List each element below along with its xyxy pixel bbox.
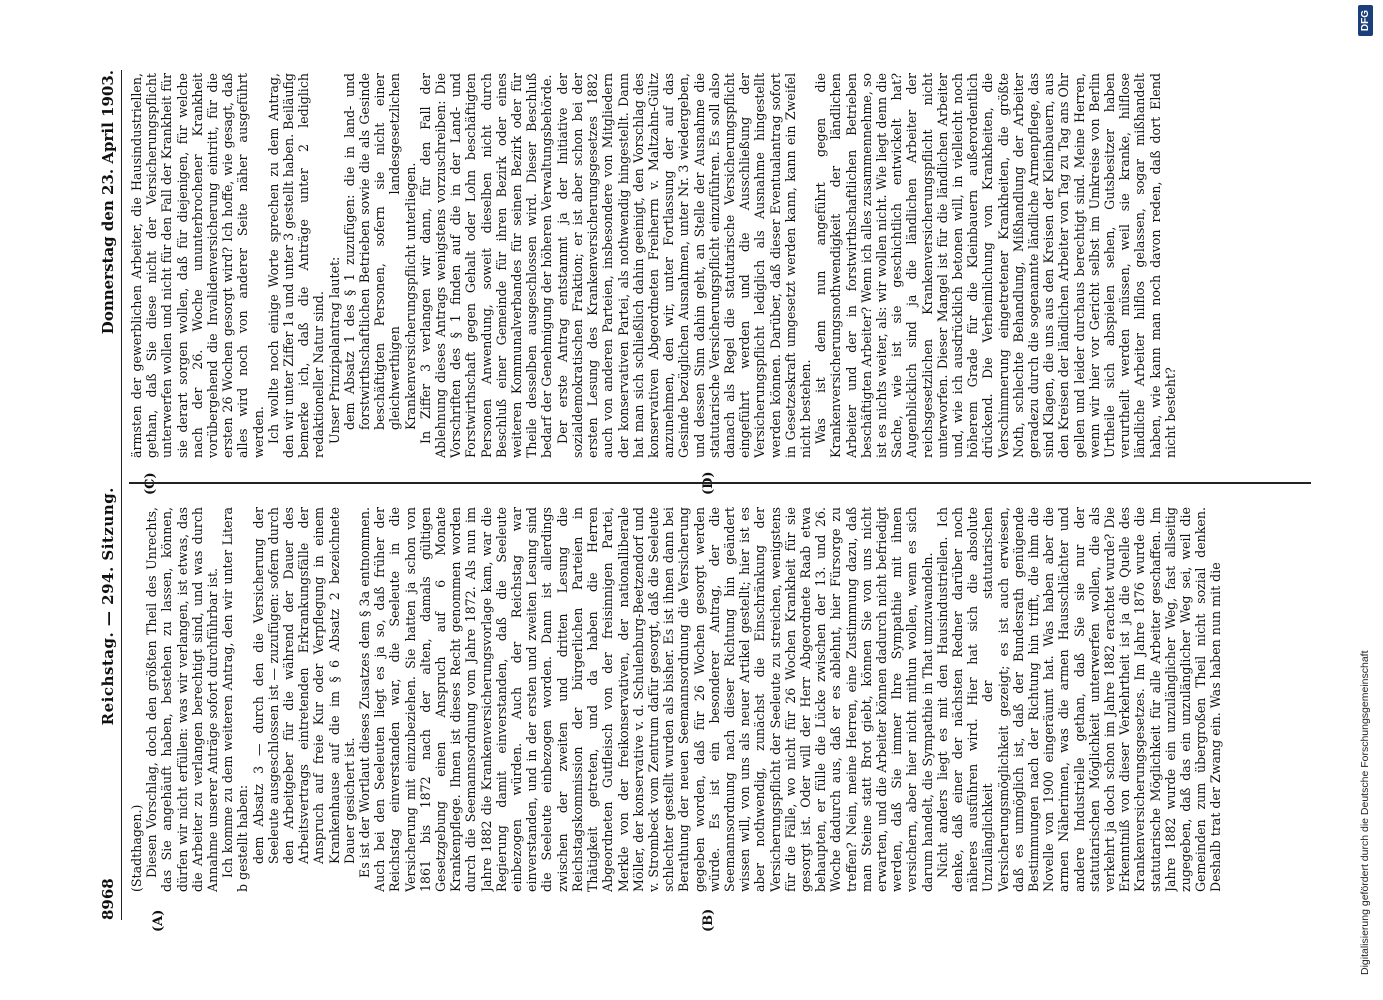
paragraph: Was ist denn nun angeführt gegen die Krankenversicherungsnothwendigkeit der ländlichen Arbeiter und der in forstwirthschaftlichen Betrieben beschäftigten Arbeiter? Wenn ich alles zusammennehme, so ist es nichts weiter, als: wir wollen nicht. Wie liegt denn die Sache, wie ist sie geschichtlich entwickelt hat? Augenblicklich sind ja die ländlichen Arbeiter der reichsgesetzlichen Krankenversicherungspflicht nicht unterworfen. Dieser Mangel ist für die ländlichen Arbeiter und, wie ich ausdrücklich betonen will, in vielleicht noch höherem Grade für die Kleinbauern außerordentlich drückend. Die Verheimlichung von Krankheiten, die Verschimmerung eingetretener Krankheiten, die größte Noth, schlechte Behandlung, Mißhandlung der Arbeiter geradezu durch die sogenannte ländliche Armenpflege, das sind Klagen, die uns aus den Kreisen der Kleinbauern, aus den Kreisen der ländlichen Arbeiter von Tag zu Tag ans Ohr gellen und leider durchaus berechtigt sind. Meine Herren, wenn wir hier vor Gericht selbst im Umkreise von Berlin Urtheile sich abspielen sehen, Gutsbesitzer haben verurtheilt werden müssen, weil sie kranke, hilflose ländliche Arbeiter hilflos gelassen, sogar mißhandelt haben, wie kann man noch davon reden, daß dort Elend nicht besteht? [813, 73, 1178, 458]
paragraph: Der erste Antrag entstammt ja der Initiative der sozialdemokratischen Fraktion; er ist aber schon bei der ersten Lesung des Krankenversicherungsgesetzes 1882 auch von anderen Parteien, insbesondere von Mitgliedern der konservativen Partei, als nothwendig hingestellt. Dann hat man sich schließlich dahin geeinigt, den Vorschlag des konservativen Abgeordneten Freiherrn v. Maltzahn-Gültz anzunehmen, den wir, unter Fortlassung der auf das Gesinde bezüglichen Ausnahmen, unter Nr. 3 wiedergeben, und dessen Sinn dahin geht, an Stelle der Ausnahme die statutarische Versicherungspflicht einzuführen. Es soll also danach als Regel die statutarische Versicherungspflicht eingeführt werden und die Ausschließung der Versicherungspflicht lediglich als Ausnahme hingestellt werden können. Darüber, daß dieser Eventualantrag sofort in Gesetzeskraft umgesetzt werden kann, kann ein Zweifel nicht bestehen. [554, 73, 813, 458]
session-title: Reichstag. — 294. Sitzung. [99, 487, 117, 726]
margin-marker-d: (D) [701, 471, 716, 495]
paragraph: Diesen Vorschlag, doch den größten Theil des Unrechts, das Sie angehäuft haben, bestehen zu lassen, können, dürfen wir nicht erfüllen: was wir verlangen, ist etwas, das die Arbeiter zu verlangen berechtigt sind, und was durch Annahme unserer Anträge sofort durchführbar ist. [144, 507, 221, 892]
quoted-amendment: dem Absatz 1 des § 1 zuzufügen: die in land- und forstwirthschaftlichen Betrieben sowie die als Gesinde beschäftigten Personen, sofern sie nicht einer gleichwerthigen landesgesetzlichen Krankenversicherungspflicht unterliegen. [341, 73, 418, 430]
quoted-amendment: dem Absatz 3 — durch den die Versicherung der Seeleute ausgeschlossen ist — zuzufügen: sofern durch den Arbeitgeber für die während der Dauer des Arbeitsvertrags eintretenden Erkrankungsfälle der Anspruch auf freie Kur oder Verpflegung in einem Krankenhause auf die im § 6 Absatz 2 bezeichnete Dauer gesichert ist. [250, 507, 357, 864]
session-date: Donnerstag den 23. April 1903. [99, 70, 117, 335]
digitization-credit [1352, 5, 1378, 975]
column-divider [129, 482, 1311, 484]
margin-marker-b: (B) [701, 908, 716, 932]
rotated-page [81, 50, 1331, 950]
page-header [95, 70, 122, 920]
paragraph: In Ziffer 3 verlangen wir dann, für den Fall der Ablehnung dieses Antrags wenigstens vorzuschreiben: Die Vorschriften des § 1 finden auf die in der Land- und Forstwirthschaft gegen Gehalt oder Lohn beschäftigten Personen Anwendung, soweit dieselben nicht durch Beschluß einer Gemeinde für ihren Bezirk oder eines weiteren Kommunalverbandes für seinen Bezirk oder für Theile desselben ausgeschlossen wird. Dieser Beschluß bedarf der Genehmigung der höheren Verwaltungsbehörde. [417, 73, 555, 458]
speaker-tag: (Stadthagen.) [129, 804, 144, 892]
page-number: 8968 [99, 878, 117, 920]
paragraph: Ich komme zu dem weiteren Antrag, den wir unter Litera b gestellt haben: [220, 507, 251, 892]
left-column [129, 507, 1311, 892]
paragraph: ärmsten der gewerblichen Arbeiter, die Hausindustriellen, gethan, daß Sie diese nicht der Versicherungspflicht unterwerfen wollen und nicht für den Fall der Krankheit für sie derart sorgen wollen, daß für diejenigen, für welche nach der 26. Woche ununterbrochener Krankheit vorübergehend die Invalidenversicherung eintritt, für die ersten 26 Wochen gesorgt wird? Ich hoffe, wie gesagt, daß alles wird noch von anderer Seite näher ausgeführt werden. [129, 73, 266, 458]
paragraph: Es ist der Wortlaut dieses Zusatzes dem § 3a entnommen. Auch bei den Seeleuten liegt es ja so, daß früher der Reichstag einverstanden war, die Seeleute in die Versicherung mit einzubeziehen. Sie hatten ja schon von 1861 bis 1872 nach der alten, damals gültigen Gesetzgebung einen Anspruch auf 6 Monate Krankenpflege. Ihnen ist dieses Recht genommen worden durch die Seemannsordnung vom Jahre 1872. Als nun im Jahre 1882 die Krankenversicherungsvorlage kam, war die Regierung damit einverstanden, daß die Seeleute einbezogen würden. Auch der Reichstag war einverstanden, und in der ersten und zweiten Lesung sind die Seeleute einbezogen worden. Dann ist allerdings zwischen der zweiten und dritten Lesung die Reichstagskommission der bürgerlichen Parteien in Thätigkeit getreten, und da haben die Herren Abgeordneten Gutfleisch von der freisinnigen Partei, Merkle von der freikonservativen, der nationalliberale Möller, der konservative v. d. Schulenburg-Beetzendorf und v. Strombeck vom Zentrum dafür gesorgt, daß die Seeleute schlechter gestellt wurden als bisher. Es ist ihnen dann bei Berathung der neuen Seemannsordnung die Versicherung gegeben worden, daß für 26 Wochen gesorgt werden würde. Es ist ein besonderer Antrag, der die Seemannsordnung nach dieser Richtung hin geändert wissen will, von uns als neuer Artikel gestellt; hier ist es aber nothwendig, zunächst die Einschränkung der Versicherungspflicht der Seeleute zu streichen, wenigstens für die Fälle, wo nicht für 26 Wochen Krankheit für sie gesorgt ist. Oder will der Herr Abgeordnete Raab etwa behaupten, er fülle die Lücke zwischen der 13. und 26. Woche dadurch aus, daß er es ablehnt, hier Fürsorge zu treffen? Nein, meine Herren, eine Zustimmung dazu, daß man Steine statt Brot giebt, können Sie von uns nicht erwarten, und die Arbeiter können dadurch nicht befriedigt werden, daß Sie immer Ihre Sympathie mit ihnen versichern, aber hier nicht mithun wollen, wenn es sich darum handelt, die Sympathie in That umzuwandeln. [357, 507, 935, 892]
paragraph: Nicht anders liegt es mit den Hausindustriellen. Ich denke, daß einer der nächsten Redner darüber noch näheres ausführen wird. Hier hat sich die absolute Unzulänglichkeit der statutarischen Versicherungsmöglichkeit gezeigt; es ist auch erwiesen, daß es unmöglich ist, daß der Bundesrath genügende Bestimmungen nach der Richtung hin trifft, die ihm die Novelle von 1900 eingeräumt hat. Was haben aber die armen Näherinnen, was die armen Hausschlächter und andere Industrielle gethan, daß Sie sie nur der statutarischen Möglichkeit unterwerfen wollen, die als verkehrt ja doch schon im Jahre 1882 erachtet wurde? Die Erkenntniß von dieser Verkehrtheit ist ja die Quelle des Krankenversicherungsgesetzes. Im Jahre 1876 wurde die statutarische Möglichkeit für alle Arbeiter geschaffen. Im Jahre 1882 wurde ein unzulänglicher Weg, fast allseitig zugegeben, daß das ein unzulänglicher Weg sei, weil die Gemeinden zum übergroßen Theil nicht sozial denken. Deshalb trat der Zwang ein. Was haben nun mit die [934, 507, 1224, 892]
credit-text: Digitalisierung gefördert durch die Deutsche Forschungsgemeinschaft [1359, 650, 1371, 975]
right-column [129, 73, 1311, 458]
margin-marker-a: (A) [151, 909, 166, 932]
paragraph: Unser Prinzipalantrag lautet: [326, 256, 342, 444]
paragraph: Ich wollte noch einige Worte sprechen zu dem Antrag, den wir unter Ziffer 1a und unter 3 gestellt haben. Beiläufig bemerke ich, daß die Anträge unter 2 lediglich redaktioneller Natur sind. [265, 73, 327, 458]
margin-marker-c: (C) [143, 472, 158, 495]
dfg-logo-icon: DFG [1358, 5, 1373, 36]
